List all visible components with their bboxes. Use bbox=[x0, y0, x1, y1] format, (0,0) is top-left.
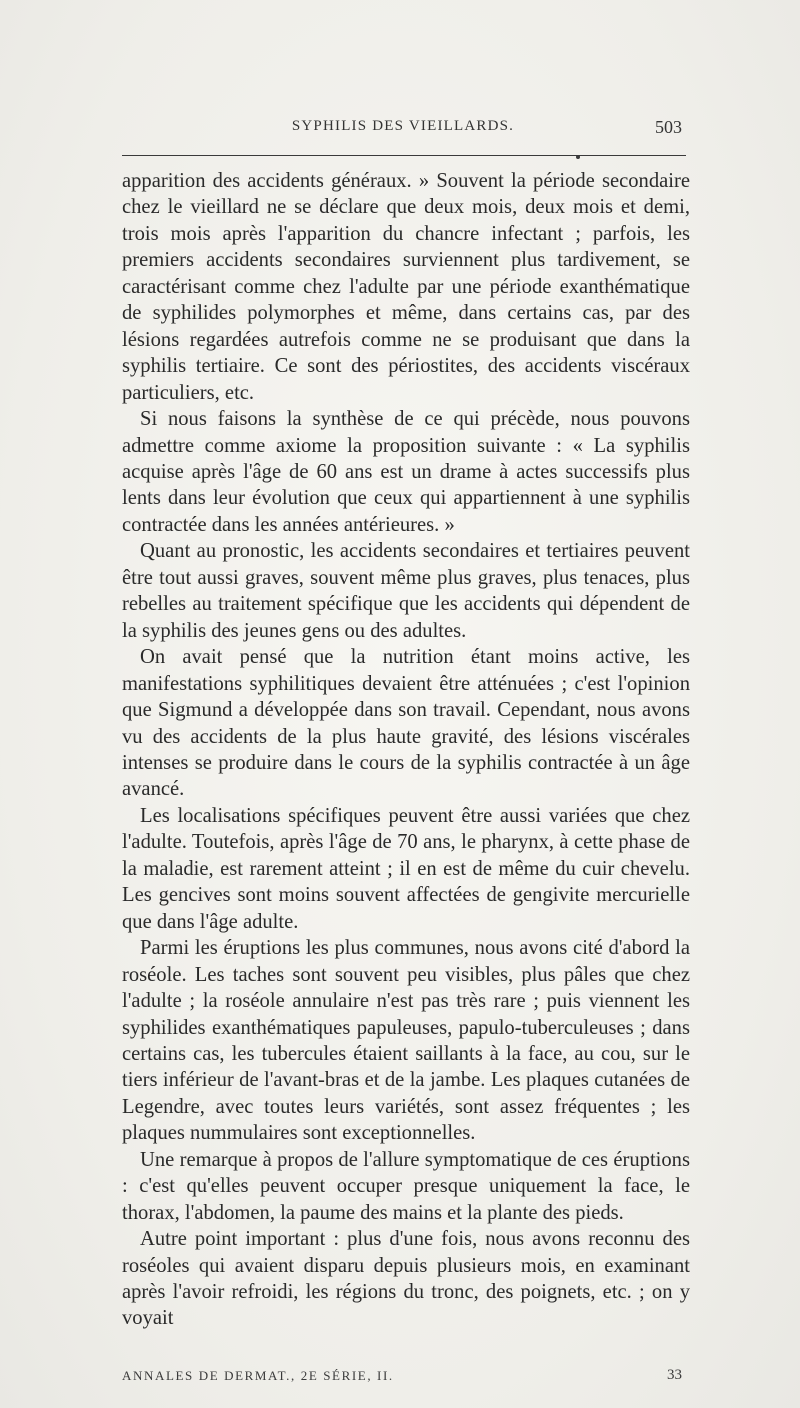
page-number: 503 bbox=[655, 117, 682, 137]
body-text bbox=[122, 168, 690, 1332]
paragraph-synthese: Si nous faisons la synthèse de ce qui précède, nous pouvons admettre comme axiome la proposition suivante : « La syphilis acquise après l'âge de 60 ans est un drame à actes successifs plus lents dans leur évolution que ceux qui appartiennent à une syphilis contractée dans les années antérieures. » bbox=[122, 408, 690, 536]
paragraph-localisations: Les localisations spécifiques peuvent être aussi variées que chez l'adulte. Toutefois, après l'âge de 70 ans, le pharynx, à cette phase de la maladie, est rarement atteint ; il en est de même du cuir chevelu. Les gencives sont moins souvent affectées de gengivite mercurielle que dans l'âge adulte. bbox=[122, 804, 690, 933]
running-head bbox=[122, 118, 684, 142]
paragraph-remarque: Une remarque à propos de l'allure symptomatique de ces éruptions : c'est qu'elles peuvent occuper presque uniquement la face, le thorax, l'abdomen, la paume des mains et la plante des pieds. bbox=[122, 1148, 690, 1224]
header-rule bbox=[122, 155, 686, 156]
running-title: SYPHILIS DES VIEILLARDS. bbox=[291, 118, 515, 134]
journal-signature: ANNALES DE DERMAT., 2E SÉRIE, II. bbox=[122, 1368, 394, 1383]
sheet-number: 33 bbox=[667, 1367, 682, 1383]
paragraph-continuation: apparition des accidents généraux. » Souvent la période secondaire chez le vieillard ne se déclare que deux mois, deux mois et demi, trois mois après l'apparition du chancre infectant ; parfois, les premiers accidents secondaires surviennent plus tardivement, se caractérisant comme chez l'adulte par une période exanthématique de syphilides polymorphes et même, dans certains cas, par des lésions regardées autrefois comme ne se produisant que dans la syphilis tertiaire. Ce sont des périostites, des accidents viscéraux particuliers, etc. bbox=[122, 170, 690, 404]
paragraph-point-important: Autre point important : plus d'une fois, nous avons reconnu des roséoles qui avaient disparu depuis plusieurs mois, en examinant après l'avoir refroidi, les régions du tronc, des poignets, etc. ; on y voyait bbox=[122, 1228, 690, 1330]
rule-dot bbox=[576, 155, 580, 159]
paragraph-nutrition: On avait pensé que la nutrition étant moins active, les manifestations syphilitiques devaient être atténuées ; c'est l'opinion que Sigmund a développée dans son travail. Cependant, nous avons vu des accidents de la plus haute gravité, des lésions viscérales intenses se produire dans le cours de la syphilis contractée à un âge avancé. bbox=[122, 646, 690, 801]
paragraph-pronostic: Quant au pronostic, les accidents secondaires et tertiaires peuvent être tout aussi graves, souvent même plus graves, plus tenaces, plus rebelles au traitement spécifique que les accidents qui dépendent de la syphilis des jeunes gens ou des adultes. bbox=[122, 540, 690, 642]
paragraph-eruptions: Parmi les éruptions les plus communes, nous avons cité d'abord la roséole. Les taches sont souvent peu visibles, plus pâles que chez l'adulte ; la roséole annulaire n'est pas très rare ; puis viennent les syphilides exanthématiques papuleuses, papulo-tuberculeuses ; dans certains cas, les tubercules étaient saillants à la face, au cou, sur le tiers inférieur de l'avant-bras et de la jambe. Les plaques cutanées de Legendre, avec toutes leurs variétés, sont assez fréquentes ; les plaques nummulaires sont exceptionnelles. bbox=[122, 937, 690, 1145]
page-footer bbox=[122, 1368, 684, 1390]
